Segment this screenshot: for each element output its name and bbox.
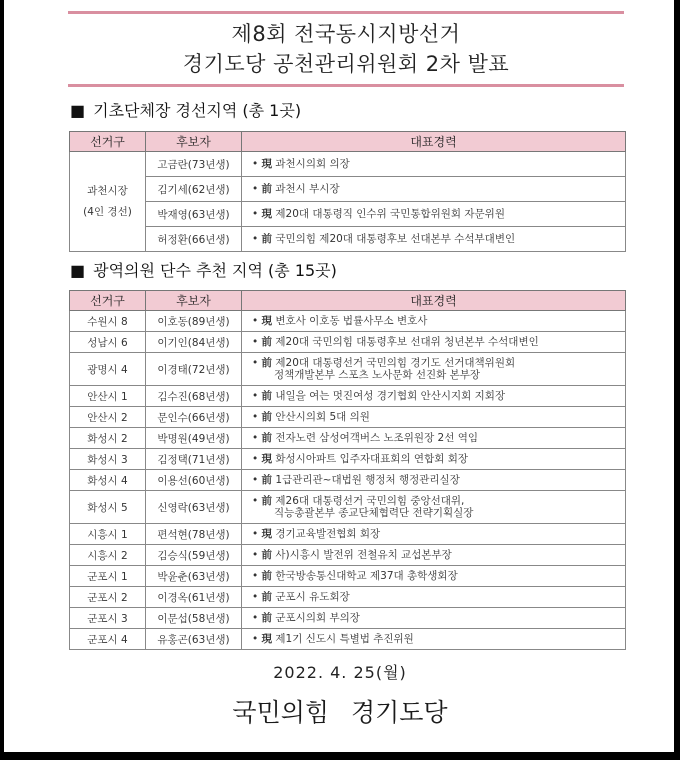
candidate-cell: 박재영(63년생) — [146, 202, 242, 227]
career-cell — [242, 449, 626, 470]
career-line — [252, 183, 625, 195]
career-cell — [242, 491, 626, 524]
section2-heading-text: 광역의원 단수 추천 지역 (총 15곳) — [93, 261, 337, 280]
candidate-cell: 허정환(66년생) — [146, 227, 242, 252]
career-tag: 前 — [261, 591, 273, 603]
career-text: 한국방송통신대학교 제37대 총학생회장 — [275, 570, 458, 582]
career-text: 사)시흥시 발전위 전철유치 교섭본부장 — [275, 549, 452, 561]
section1-heading — [70, 98, 301, 121]
header-career: 대표경력 — [242, 291, 626, 311]
bullet-icon: • — [252, 633, 259, 645]
career-tag: 現 — [261, 208, 273, 220]
career-line-continued: 정책개발본부 스포츠 노사문화 선진화 본부장 — [274, 369, 481, 381]
career-line — [252, 233, 625, 245]
candidate-cell: 김승식(59년생) — [146, 545, 242, 566]
career-cell — [242, 545, 626, 566]
career-line — [252, 474, 625, 486]
career-line — [252, 495, 625, 507]
career-text: 제20대 국민의힘 대통령후보 선대위 청년본부 수석대변인 — [275, 336, 539, 348]
career-tag: 現 — [261, 633, 273, 645]
header-district: 선거구 — [70, 291, 146, 311]
table-row — [70, 608, 626, 629]
table-row — [70, 470, 626, 491]
career-cell — [242, 227, 626, 252]
bullet-icon: • — [252, 233, 259, 245]
district-cell: 군포시 3 — [70, 608, 146, 629]
table-row — [70, 332, 626, 353]
table-row — [70, 202, 626, 227]
bullet-icon: • — [252, 357, 259, 369]
table-row — [70, 629, 626, 650]
career-tag: 前 — [261, 432, 273, 444]
table-header-row — [70, 132, 626, 152]
candidate-cell: 신영락(63년생) — [146, 491, 242, 524]
header-career: 대표경력 — [242, 132, 626, 152]
career-text: 제20대 대통령직 인수위 국민통합위원회 자문위원 — [275, 208, 505, 220]
career-tag: 前 — [261, 233, 273, 245]
page-frame-bottom — [0, 752, 680, 760]
bullet-icon: • — [252, 208, 259, 220]
career-cell — [242, 152, 626, 177]
career-cell — [242, 386, 626, 407]
career-line — [252, 591, 625, 603]
career-line — [252, 570, 625, 582]
career-tag: 前 — [261, 183, 273, 195]
career-line — [252, 549, 625, 561]
document-title-line2: 경기도당 공천관리위원회 2차 발표 — [182, 52, 510, 76]
primary-election-table — [69, 131, 626, 252]
career-text: 전자노련 삼성여객버스 노조위원장 2선 역임 — [275, 432, 478, 444]
table-row — [70, 545, 626, 566]
table-row — [70, 491, 626, 524]
career-cell — [242, 311, 626, 332]
bullet-icon: • — [252, 495, 259, 507]
career-text: 제20대 대통령선거 국민의힘 경기도 선거대책위원회 — [275, 357, 516, 369]
career-tag: 前 — [261, 336, 273, 348]
bullet-icon: • — [252, 315, 259, 327]
district-cell: 군포시 4 — [70, 629, 146, 650]
title-rule-top — [68, 11, 624, 14]
career-line — [252, 336, 625, 348]
district-cell: 군포시 2 — [70, 587, 146, 608]
career-tag: 前 — [261, 357, 273, 369]
career-tag: 前 — [261, 612, 273, 624]
district-cell: 안산시 1 — [70, 386, 146, 407]
career-line — [252, 633, 625, 645]
career-text: 제26대 대통령선거 국민의힘 중앙선대위, — [275, 495, 465, 507]
career-cell — [242, 202, 626, 227]
career-text: 내일을 여는 멋진여성 경기협회 안산시지회 지회장 — [275, 390, 506, 402]
career-tag: 前 — [261, 390, 273, 402]
career-line — [252, 158, 625, 170]
bullet-icon: • — [252, 474, 259, 486]
career-text: 화성시아파트 입주자대표회의 연합회 회장 — [275, 453, 468, 465]
district-cell: 화성시 5 — [70, 491, 146, 524]
district-cell: 수원시 8 — [70, 311, 146, 332]
candidate-cell: 이기인(84년생) — [146, 332, 242, 353]
table-row — [70, 177, 626, 202]
career-cell — [242, 177, 626, 202]
table-row — [70, 587, 626, 608]
bullet-icon: • — [252, 453, 259, 465]
career-tag: 前 — [261, 570, 273, 582]
career-text: 1급관리관~대법원 행정처 행정관리실장 — [275, 474, 460, 486]
candidate-cell: 고금란(73년생) — [146, 152, 242, 177]
career-line — [252, 315, 625, 327]
career-tag: 前 — [261, 495, 273, 507]
career-text: 국민의힘 제20대 대통령후보 선대본부 수석부대변인 — [275, 233, 516, 245]
table-row — [70, 311, 626, 332]
career-line — [252, 612, 625, 624]
header-candidate: 후보자 — [146, 291, 242, 311]
bullet-icon: • — [252, 336, 259, 348]
bullet-icon: • — [252, 158, 259, 170]
bullet-icon: • — [252, 411, 259, 423]
header-district: 선거구 — [70, 132, 146, 152]
bullet-icon: • — [252, 570, 259, 582]
bullet-icon: • — [252, 432, 259, 444]
candidate-cell: 김기세(62년생) — [146, 177, 242, 202]
title-rule-bottom — [68, 84, 624, 87]
career-line — [252, 357, 625, 369]
document-title-line1: 제8회 전국동시지방선거 — [231, 22, 461, 46]
career-text: 과천시의회 의장 — [275, 158, 350, 170]
district-cell: 화성시 2 — [70, 428, 146, 449]
career-tag: 前 — [261, 411, 273, 423]
career-cell — [242, 353, 626, 386]
career-line — [252, 453, 625, 465]
square-bullet-icon: ■ — [70, 101, 86, 120]
career-line — [252, 432, 625, 444]
career-line — [252, 411, 625, 423]
career-line — [252, 528, 625, 540]
bullet-icon: • — [252, 549, 259, 561]
career-tag: 現 — [261, 315, 273, 327]
candidate-cell: 이용선(60년생) — [146, 470, 242, 491]
district-cell: 시흥시 1 — [70, 524, 146, 545]
candidate-cell: 문인수(66년생) — [146, 407, 242, 428]
table-row — [70, 449, 626, 470]
career-tag: 前 — [261, 549, 273, 561]
table-row — [70, 524, 626, 545]
table-row — [70, 428, 626, 449]
career-cell — [242, 524, 626, 545]
candidate-cell: 이호동(89년생) — [146, 311, 242, 332]
table-header-row — [70, 291, 626, 311]
career-cell — [242, 470, 626, 491]
bullet-icon: • — [252, 390, 259, 402]
career-line-continued: 직능총괄본부 종교단체협력단 전략기획실장 — [274, 507, 474, 519]
career-tag: 前 — [261, 474, 273, 486]
bullet-icon: • — [252, 528, 259, 540]
section2-heading — [70, 258, 337, 281]
district-cell: 광명시 4 — [70, 353, 146, 386]
single-nomination-table — [69, 290, 626, 650]
district-name: 과천시장 — [87, 184, 128, 197]
table-row — [70, 386, 626, 407]
career-tag: 現 — [261, 453, 273, 465]
candidate-cell: 이경옥(61년생) — [146, 587, 242, 608]
candidate-cell: 박명원(49년생) — [146, 428, 242, 449]
career-cell — [242, 629, 626, 650]
district-cell: 화성시 4 — [70, 470, 146, 491]
table-row — [70, 152, 626, 177]
career-tag: 現 — [261, 528, 273, 540]
district-cell — [70, 152, 146, 252]
announcement-date: 2022. 4. 25(월) — [273, 663, 407, 682]
district-cell: 시흥시 2 — [70, 545, 146, 566]
career-cell — [242, 407, 626, 428]
page-frame-left — [0, 0, 4, 760]
career-text: 안산시의회 5대 의원 — [275, 411, 370, 423]
career-cell — [242, 332, 626, 353]
candidate-cell: 유홍곤(63년생) — [146, 629, 242, 650]
header-candidate: 후보자 — [146, 132, 242, 152]
candidate-cell: 편석현(78년생) — [146, 524, 242, 545]
table-row — [70, 353, 626, 386]
career-text: 변호사 이호동 법률사무소 변호사 — [275, 315, 428, 327]
career-text: 군포시의회 부의장 — [275, 612, 360, 624]
candidate-cell: 이문섭(58년생) — [146, 608, 242, 629]
bullet-icon: • — [252, 591, 259, 603]
career-line — [252, 208, 625, 220]
district-cell: 화성시 3 — [70, 449, 146, 470]
district-cell: 군포시 1 — [70, 566, 146, 587]
career-tag: 現 — [261, 158, 273, 170]
district-note: (4인 경선) — [83, 205, 132, 218]
table-row — [70, 227, 626, 252]
career-cell — [242, 428, 626, 449]
bullet-icon: • — [252, 612, 259, 624]
candidate-cell: 박윤춘(63년생) — [146, 566, 242, 587]
district-cell: 성남시 6 — [70, 332, 146, 353]
square-bullet-icon: ■ — [70, 261, 86, 280]
district-cell: 안산시 2 — [70, 407, 146, 428]
career-text: 제1기 신도시 특별법 추진위원 — [275, 633, 414, 645]
career-text: 과천시 부시장 — [275, 183, 340, 195]
career-text: 경기교육발전협회 회장 — [275, 528, 381, 540]
page-frame-right — [674, 0, 680, 760]
table-row — [70, 407, 626, 428]
section1-heading-text: 기초단체장 경선지역 (총 1곳) — [93, 101, 302, 120]
bullet-icon: • — [252, 183, 259, 195]
career-cell — [242, 608, 626, 629]
career-line — [252, 390, 625, 402]
table-row — [70, 566, 626, 587]
career-cell — [242, 566, 626, 587]
career-cell — [242, 587, 626, 608]
candidate-cell: 이경태(72년생) — [146, 353, 242, 386]
candidate-cell: 김정택(71년생) — [146, 449, 242, 470]
candidate-cell: 김수진(68년생) — [146, 386, 242, 407]
organization-name: 국민의힘 경기도당 — [232, 698, 448, 727]
career-text: 군포시 유도회장 — [275, 591, 350, 603]
